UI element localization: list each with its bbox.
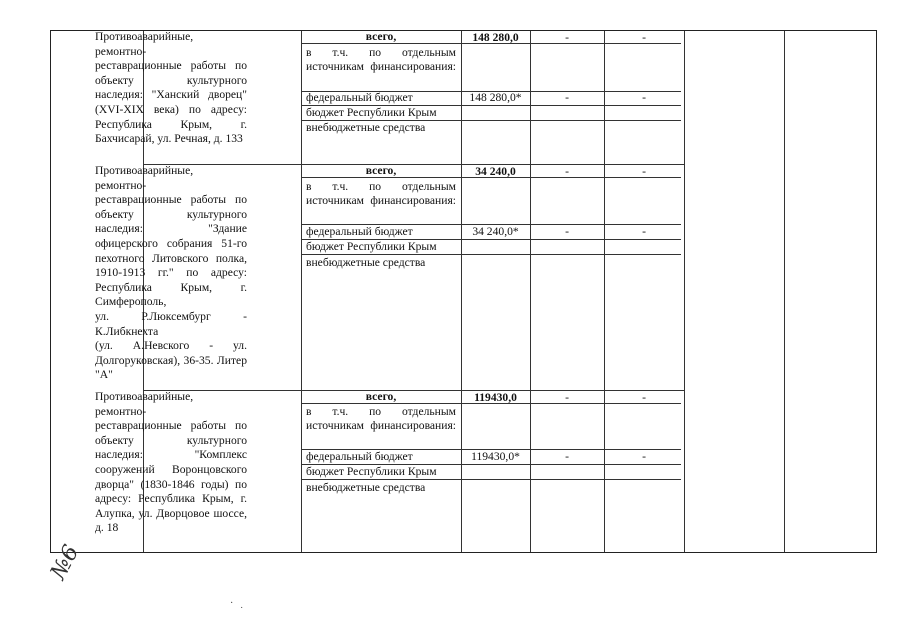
- extra-budget-label: внебюджетные средства: [306, 256, 426, 269]
- sources-label: в т.ч. по отдельным источникам финансирования:: [306, 46, 456, 73]
- object-description: Противоаварийные, ремонтно- реставрационные работы по объекту культурного наследия: "Здание офицерского собрания 51-го пехотного Литовского полка, 1910-1913 гг." по адресу: Республика Крым, г. Симферополь, ул. Р.Люксембург - К.Либкнехта (ул. А.Невского - ул. Долгоруковская), 36-35. Литер "А": [95, 164, 247, 382]
- dash-cell: -: [565, 165, 569, 178]
- extra-budget-label: внебюджетные средства: [306, 481, 426, 494]
- sources-label: в т.ч. по отдельным источникам финансирования:: [306, 180, 456, 207]
- dash-cell: -: [565, 91, 569, 104]
- federal-budget-label: федеральный бюджет: [306, 225, 413, 238]
- col-divider: [604, 31, 605, 552]
- federal-value: 119430,0*: [471, 450, 520, 463]
- regional-budget-label: бюджет Республики Крым: [306, 106, 437, 119]
- dash-cell: -: [565, 31, 569, 44]
- extra-budget-label: внебюджетные средства: [306, 121, 426, 134]
- col-divider: [530, 31, 531, 552]
- total-value: 148 280,0: [472, 31, 519, 44]
- row-line: [301, 479, 681, 480]
- object-description: Противоаварийные, ремонтно- реставрационные работы по объекту культурного наследия: "Ханский дворец" (XVI-XIX века) по адресу: Республика Крым, г. Бахчисарай, ул. Речная, д. 133: [95, 30, 247, 146]
- dash-cell: -: [565, 450, 569, 463]
- col-divider: [461, 31, 462, 552]
- total-value: 119430,0: [474, 391, 517, 404]
- federal-budget-label: федеральный бюджет: [306, 91, 413, 104]
- handwritten-page-mark: №6: [46, 541, 85, 584]
- total-label: всего,: [365, 164, 397, 177]
- dash-cell: -: [565, 225, 569, 238]
- dash-cell: -: [642, 165, 646, 178]
- total-label: всего,: [365, 30, 397, 43]
- col-divider: [684, 31, 685, 552]
- dash-cell: -: [642, 450, 646, 463]
- total-value: 34 240,0: [475, 165, 516, 178]
- total-label: всего,: [365, 390, 397, 403]
- dash-cell: -: [642, 225, 646, 238]
- scan-speck: ˙: [240, 606, 244, 617]
- federal-value: 34 240,0*: [472, 225, 519, 238]
- dash-cell: -: [642, 391, 646, 404]
- sources-label: в т.ч. по отдельным источникам финансирования:: [306, 405, 456, 432]
- col-divider: [784, 31, 785, 552]
- scan-speck: ·: [230, 598, 234, 609]
- dash-cell: -: [642, 91, 646, 104]
- regional-budget-label: бюджет Республики Крым: [306, 240, 437, 253]
- row-line: [301, 254, 681, 255]
- federal-budget-label: федеральный бюджет: [306, 450, 413, 463]
- federal-value: 148 280,0*: [469, 91, 522, 104]
- dash-cell: -: [642, 31, 646, 44]
- col-divider: [301, 31, 302, 552]
- dash-cell: -: [565, 391, 569, 404]
- regional-budget-label: бюджет Республики Крым: [306, 465, 437, 478]
- object-description: Противоаварийные, ремонтно- реставрационные работы по объекту культурного наследия: "Комплекс сооружений Воронцовского дворца" (1830-1846 годы) по адресу: Республика Крым, г. Алупка, ул. Дворцовое шоссе, д. 18: [95, 390, 247, 535]
